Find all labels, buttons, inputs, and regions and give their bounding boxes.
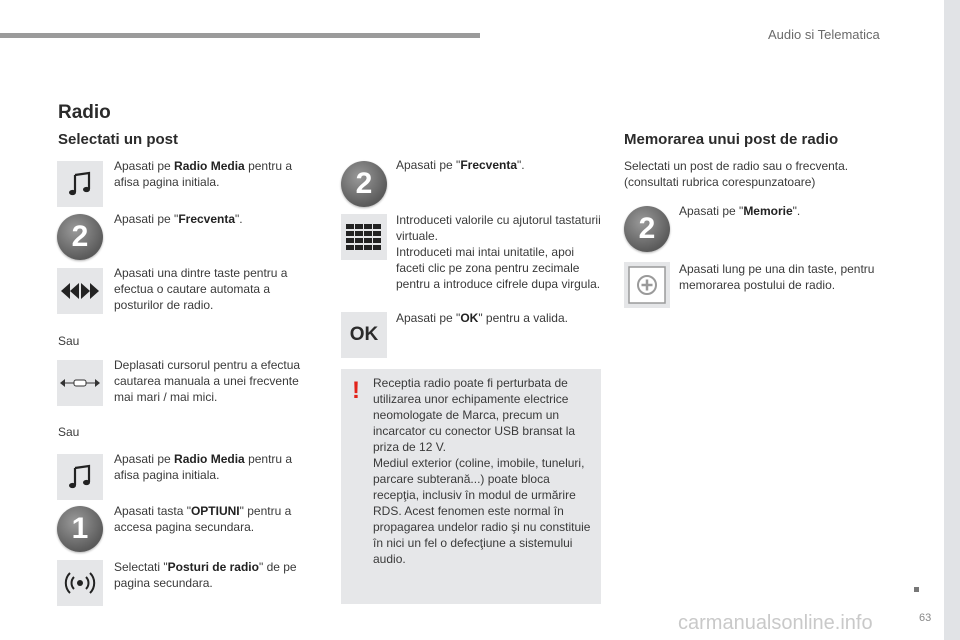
left-step2-text: Apasati pe "Frecventa". bbox=[114, 212, 243, 226]
page-edge-band bbox=[944, 0, 960, 640]
page-number: 63 bbox=[919, 612, 932, 624]
warning-text: Receptia radio poate fi perturbata de utilizarea unor echipamente electrice neomologate de Marca, precum un incarcator cu conector USB bransat la priza de 12 V. Mediul exterior (coline, imobile, tuneluri, parcare subterană...) poate bloca recepţia, inclusiv în modul de urmărire RDS. Acest fenomen este normal în propagarea undelor radio şi nu constituie în nici un fel o defecţiune a sistemului audio. bbox=[373, 376, 591, 566]
music-note-icon bbox=[65, 462, 95, 492]
keypad-grid-icon bbox=[345, 223, 383, 251]
left-step1-text: Apasati pe Radio Media pentru a afisa pagina initiala. bbox=[114, 159, 293, 189]
slider-cursor-icon bbox=[59, 375, 101, 391]
right-heading: Memorarea unui post de radio bbox=[624, 131, 839, 148]
left-step3-text: Apasati una dintre taste pentru a efectua o cautare automata a posturilor de radio. bbox=[114, 266, 288, 312]
radio-media-button[interactable] bbox=[57, 161, 103, 207]
music-note-icon bbox=[65, 169, 95, 199]
left-step5-text: Apasati pe Radio Media pentru a afisa pagina initiala. bbox=[114, 452, 293, 482]
step-number-badge: 1 bbox=[57, 506, 103, 552]
middle-step3-text: Apasati pe "OK" pentru a valida. bbox=[396, 311, 568, 325]
section-title: Radio bbox=[58, 102, 111, 123]
right-step1-text: Apasati pe "Memorie". bbox=[679, 204, 801, 218]
radio-signal-icon bbox=[64, 567, 96, 599]
frequency-slider[interactable] bbox=[57, 360, 103, 406]
left-step7-text: Selectati "Posturi de radio" de pe pagina secundara. bbox=[114, 560, 297, 590]
radio-stations-button[interactable] bbox=[57, 560, 103, 606]
radio-media-button[interactable] bbox=[57, 454, 103, 500]
footer-bullet bbox=[914, 587, 919, 592]
ok-button[interactable] bbox=[341, 312, 387, 358]
virtual-keypad[interactable] bbox=[341, 214, 387, 260]
seek-buttons[interactable] bbox=[57, 268, 103, 314]
right-intro-text: Selectati un post de radio sau o frecventa. (consultati rubrica corespunzatoare) bbox=[624, 159, 849, 189]
left-step4-text: Deplasati cursorul pentru a efectua cautarea manuala a unei frecvente mai mari / mai mici. bbox=[114, 358, 301, 404]
or-label: Sau bbox=[58, 334, 80, 348]
chapter-title: Audio si Telematica bbox=[768, 27, 880, 42]
or-label: Sau bbox=[58, 425, 80, 439]
step-number-badge: 2 bbox=[341, 161, 387, 207]
ok-button-icon: OK bbox=[349, 324, 379, 345]
preset-key-button[interactable] bbox=[624, 262, 670, 308]
step-number-badge: 2 bbox=[624, 206, 670, 252]
warning-icon: ! bbox=[352, 377, 360, 404]
watermark: carmanualsonline.info bbox=[678, 612, 873, 634]
middle-step2-text: Introduceti valorile cu ajutorul tastaturii virtuale. Introduceti mai intai unitatile, apoi faceti clic pe zona pentru zecimale pentru a introduce cifrele dupa virgula. bbox=[396, 213, 601, 291]
plus-preset-icon bbox=[627, 265, 667, 305]
left-heading: Selectati un post bbox=[58, 131, 179, 148]
left-step6-text: Apasati tasta "OPTIUNI" pentru a accesa pagina secundara. bbox=[114, 504, 292, 534]
seek-arrows-icon bbox=[60, 281, 100, 301]
step-number-badge: 2 bbox=[57, 214, 103, 260]
right-step2-text: Apasati lung pe una din taste, pentru memorarea postului de radio. bbox=[679, 262, 875, 292]
middle-step1-text: Apasati pe "Frecventa". bbox=[396, 158, 525, 172]
header-rule bbox=[0, 33, 480, 38]
